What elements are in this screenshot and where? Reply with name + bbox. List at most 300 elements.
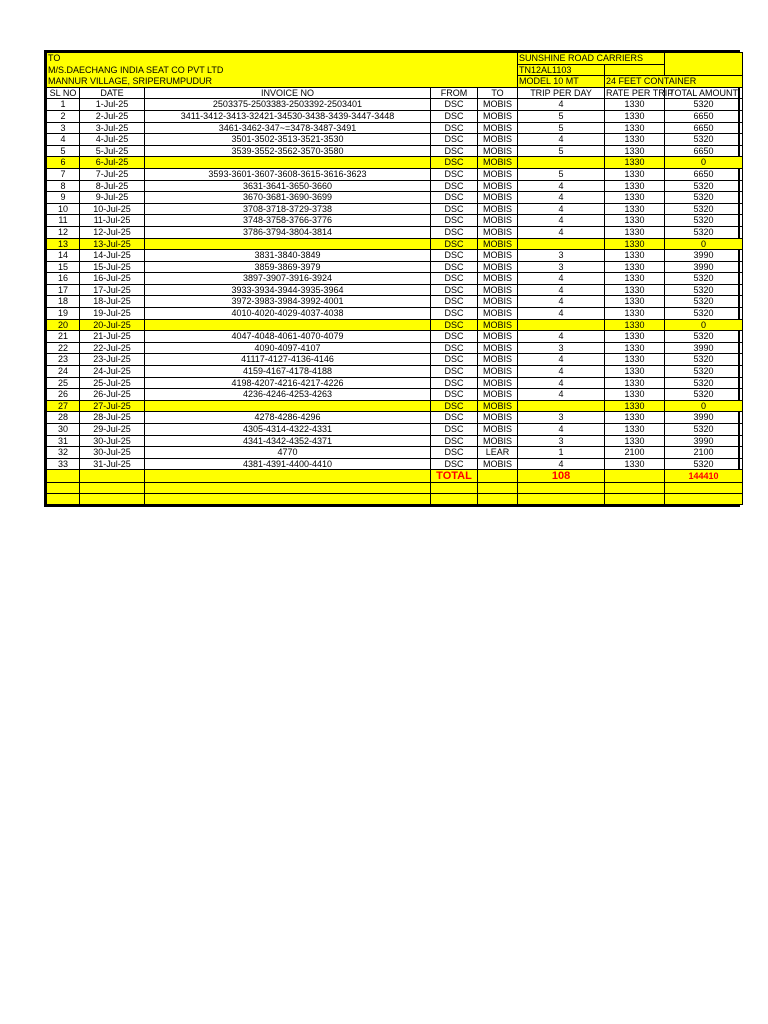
cell-invoice-no: 4341-4342-4352-4371 — [145, 435, 431, 447]
blank-cell — [145, 494, 431, 505]
cell-trip-per-day: 4 — [518, 273, 605, 285]
cell-date: 6-Jul-25 — [80, 157, 145, 169]
cell-invoice-no — [145, 238, 431, 250]
cell-sl-no: 26 — [47, 389, 80, 401]
cell-from: DSC — [431, 273, 478, 285]
table-row — [47, 99, 743, 111]
table-row — [47, 145, 743, 157]
cell-invoice-no: 4010-4020-4029-4037-4038 — [145, 308, 431, 320]
cell-total-amount: 3990 — [665, 250, 743, 262]
table-row — [47, 157, 743, 169]
cell-rate-per-trip: 1330 — [605, 192, 665, 204]
cell-sl-no: 14 — [47, 250, 80, 262]
table-row — [47, 435, 743, 447]
cell-invoice-no: 3631-3641-3650-3660 — [145, 180, 431, 192]
cell-trip-per-day: 4 — [518, 215, 605, 227]
table-row — [47, 296, 743, 308]
cell-rate-per-trip: 1330 — [605, 354, 665, 366]
cell-to: MOBIS — [478, 157, 518, 169]
cell-sl-no: 2 — [47, 110, 80, 122]
cell-invoice-no: 3539-3552-3562-3570-3580 — [145, 145, 431, 157]
cell-invoice-no: 4159-4167-4178-4188 — [145, 366, 431, 378]
cell-total-amount: 5320 — [665, 354, 743, 366]
cell-to: MOBIS — [478, 284, 518, 296]
cell-rate-per-trip: 1330 — [605, 296, 665, 308]
cell-sl-no: 21 — [47, 331, 80, 343]
cell-total-amount: 5320 — [665, 226, 743, 238]
cell-sl-no: 10 — [47, 203, 80, 215]
cell-trip-per-day — [518, 400, 605, 412]
cell-total-amount: 5320 — [665, 203, 743, 215]
col-from: FROM — [431, 87, 478, 99]
cell-trip-per-day: 5 — [518, 145, 605, 157]
blank-cell — [605, 494, 665, 505]
cell-from: DSC — [431, 203, 478, 215]
cell-to: MOBIS — [478, 192, 518, 204]
cell-invoice-no: 3786-3794-3804-3814 — [145, 226, 431, 238]
table-row — [47, 389, 743, 401]
vehicle-number: TN12AL1103 — [518, 64, 605, 76]
cell-sl-no: 5 — [47, 145, 80, 157]
cell-date: 30-Jul-25 — [80, 447, 145, 459]
cell-sl-no: 15 — [47, 261, 80, 273]
blank-cell — [80, 494, 145, 505]
cell-invoice-no: 3748-3758-3766-3776 — [145, 215, 431, 227]
cell-invoice-no: 2503375-2503383-2503392-2503401 — [145, 99, 431, 111]
cell-total-amount: 2100 — [665, 447, 743, 459]
cell-to: MOBIS — [478, 145, 518, 157]
cell-invoice-no: 3670-3681-3690-3699 — [145, 192, 431, 204]
cell-to: MOBIS — [478, 366, 518, 378]
blank-cell — [47, 483, 80, 494]
cell-sl-no: 31 — [47, 435, 80, 447]
total-empty-cell — [80, 470, 145, 483]
cell-trip-per-day: 4 — [518, 331, 605, 343]
table-row — [47, 354, 743, 366]
cell-trip-per-day: 4 — [518, 99, 605, 111]
blank-cell — [478, 494, 518, 505]
total-empty-cell — [47, 470, 80, 483]
cell-from: DSC — [431, 424, 478, 436]
cell-total-amount: 3990 — [665, 342, 743, 354]
cell-rate-per-trip: 1330 — [605, 412, 665, 424]
cell-from: DSC — [431, 192, 478, 204]
cell-from: DSC — [431, 331, 478, 343]
company-address: MANNUR VILLAGE, SRIPERUMPUDUR — [47, 76, 518, 88]
cell-to: MOBIS — [478, 99, 518, 111]
cell-sl-no: 16 — [47, 273, 80, 285]
cell-from: DSC — [431, 366, 478, 378]
cell-from: DSC — [431, 342, 478, 354]
table-row — [47, 238, 743, 250]
cell-rate-per-trip: 1330 — [605, 284, 665, 296]
cell-to: LEAR — [478, 447, 518, 459]
cell-rate-per-trip: 1330 — [605, 331, 665, 343]
table-row — [47, 400, 743, 412]
cell-total-amount: 3990 — [665, 261, 743, 273]
cell-to: MOBIS — [478, 435, 518, 447]
table-row — [47, 203, 743, 215]
cell-from: DSC — [431, 319, 478, 331]
cell-to: MOBIS — [478, 412, 518, 424]
cell-date: 10-Jul-25 — [80, 203, 145, 215]
table-row — [47, 366, 743, 378]
cell-total-amount: 6650 — [665, 110, 743, 122]
cell-date: 15-Jul-25 — [80, 261, 145, 273]
cell-sl-no: 33 — [47, 458, 80, 470]
cell-to: MOBIS — [478, 238, 518, 250]
col-rate-per-trip: RATE PER TRIP — [606, 87, 674, 98]
cell-rate-per-trip: 1330 — [605, 168, 665, 180]
cell-date: 5-Jul-25 — [80, 145, 145, 157]
cell-from: DSC — [431, 308, 478, 320]
cell-trip-per-day: 4 — [518, 424, 605, 436]
cell-total-amount: 5320 — [665, 331, 743, 343]
table-row — [47, 308, 743, 320]
vehicle-model: MODEL 10 MT — [518, 76, 605, 88]
cell-trip-per-day: 1 — [518, 447, 605, 459]
cell-date: 11-Jul-25 — [80, 215, 145, 227]
cell-trip-per-day — [518, 319, 605, 331]
cell-total-amount: 5320 — [665, 284, 743, 296]
cell-date: 3-Jul-25 — [80, 122, 145, 134]
cell-rate-per-trip: 1330 — [605, 458, 665, 470]
header-empty-cell — [665, 64, 743, 76]
table-row — [47, 134, 743, 146]
cell-trip-per-day: 4 — [518, 180, 605, 192]
cell-date: 4-Jul-25 — [80, 134, 145, 146]
cell-date: 29-Jul-25 — [80, 424, 145, 436]
cell-to: MOBIS — [478, 215, 518, 227]
cell-trip-per-day: 5 — [518, 168, 605, 180]
cell-from: DSC — [431, 99, 478, 111]
invoice-sheet — [44, 50, 740, 507]
cell-to: MOBIS — [478, 203, 518, 215]
cell-to: MOBIS — [478, 354, 518, 366]
cell-date: 17-Jul-25 — [80, 284, 145, 296]
cell-from: DSC — [431, 377, 478, 389]
cell-total-amount: 5320 — [665, 99, 743, 111]
cell-to: MOBIS — [478, 342, 518, 354]
cell-total-amount: 0 — [665, 400, 743, 412]
col-trip-per-day: TRIP PER DAY — [518, 87, 605, 99]
cell-total-amount: 5320 — [665, 180, 743, 192]
cell-sl-no: 18 — [47, 296, 80, 308]
cell-rate-per-trip: 1330 — [605, 377, 665, 389]
cell-sl-no: 27 — [47, 400, 80, 412]
cell-to: MOBIS — [478, 134, 518, 146]
cell-to: MOBIS — [478, 319, 518, 331]
table-row — [47, 122, 743, 134]
cell-from: DSC — [431, 180, 478, 192]
table-row — [47, 215, 743, 227]
cell-rate-per-trip: 1330 — [605, 215, 665, 227]
cell-invoice-no: 3831-3840-3849 — [145, 250, 431, 262]
cell-invoice-no: 41117-4127-4136-4146 — [145, 354, 431, 366]
cell-total-amount: 5320 — [665, 192, 743, 204]
cell-invoice-no: 4236-4246-4253-4263 — [145, 389, 431, 401]
cell-rate-per-trip: 1330 — [605, 319, 665, 331]
cell-date: 7-Jul-25 — [80, 168, 145, 180]
cell-trip-per-day: 4 — [518, 308, 605, 320]
total-amount: 144410 — [665, 470, 743, 483]
cell-to: MOBIS — [478, 250, 518, 262]
cell-date: 16-Jul-25 — [80, 273, 145, 285]
cell-rate-per-trip: 1330 — [605, 203, 665, 215]
cell-rate-per-trip: 1330 — [605, 400, 665, 412]
cell-to: MOBIS — [478, 296, 518, 308]
cell-sl-no: 32 — [47, 447, 80, 459]
total-trips: 108 — [518, 470, 605, 483]
cell-to: MOBIS — [478, 122, 518, 134]
table-row — [47, 250, 743, 262]
cell-invoice-no: 3593-3601-3607-3608-3615-3616-3623 — [145, 168, 431, 180]
table-row — [47, 261, 743, 273]
cell-rate-per-trip: 1330 — [605, 122, 665, 134]
cell-date: 28-Jul-25 — [80, 412, 145, 424]
cell-date: 13-Jul-25 — [80, 238, 145, 250]
cell-rate-per-trip: 1330 — [605, 110, 665, 122]
cell-to: MOBIS — [478, 226, 518, 238]
cell-from: DSC — [431, 400, 478, 412]
cell-sl-no: 3 — [47, 122, 80, 134]
cell-total-amount: 5320 — [665, 377, 743, 389]
carrier-name: SUNSHINE ROAD CARRIERS — [518, 53, 665, 65]
cell-date: 19-Jul-25 — [80, 308, 145, 320]
table-row — [47, 319, 743, 331]
cell-invoice-no: 4278-4286-4296 — [145, 412, 431, 424]
cell-trip-per-day: 3 — [518, 261, 605, 273]
cell-invoice-no: 3897-3907-3916-3924 — [145, 273, 431, 285]
cell-total-amount: 0 — [665, 238, 743, 250]
table-row — [47, 226, 743, 238]
cell-from: DSC — [431, 145, 478, 157]
cell-total-amount: 5320 — [665, 389, 743, 401]
cell-trip-per-day: 5 — [518, 110, 605, 122]
col-date: DATE — [80, 87, 145, 99]
header-empty-cell — [605, 64, 665, 76]
cell-date: 20-Jul-25 — [80, 319, 145, 331]
cell-rate-per-trip: 1330 — [605, 250, 665, 262]
cell-sl-no: 28 — [47, 412, 80, 424]
cell-date: 18-Jul-25 — [80, 296, 145, 308]
cell-total-amount: 0 — [665, 319, 743, 331]
cell-total-amount: 5320 — [665, 215, 743, 227]
cell-to: MOBIS — [478, 110, 518, 122]
cell-rate-per-trip: 1330 — [605, 226, 665, 238]
cell-from: DSC — [431, 354, 478, 366]
cell-invoice-no: 4047-4048-4061-4070-4079 — [145, 331, 431, 343]
cell-sl-no: 25 — [47, 377, 80, 389]
cell-from: DSC — [431, 122, 478, 134]
cell-rate-per-trip: 1330 — [605, 273, 665, 285]
cell-invoice-no: 3501-3502-3513-3521-3530 — [145, 134, 431, 146]
cell-total-amount: 6650 — [665, 145, 743, 157]
cell-trip-per-day: 4 — [518, 192, 605, 204]
header-empty-cell — [665, 53, 743, 65]
cell-sl-no: 12 — [47, 226, 80, 238]
blank-cell — [665, 483, 743, 494]
cell-date: 27-Jul-25 — [80, 400, 145, 412]
blank-row — [47, 483, 743, 494]
cell-trip-per-day: 5 — [518, 122, 605, 134]
cell-date: 14-Jul-25 — [80, 250, 145, 262]
cell-total-amount: 6650 — [665, 122, 743, 134]
cell-date: 1-Jul-25 — [80, 99, 145, 111]
table-row — [47, 447, 743, 459]
cell-from: DSC — [431, 226, 478, 238]
cell-trip-per-day: 4 — [518, 296, 605, 308]
cell-trip-per-day: 4 — [518, 458, 605, 470]
cell-to: MOBIS — [478, 331, 518, 343]
cell-invoice-no: 4381-4391-4400-4410 — [145, 458, 431, 470]
table-row — [47, 377, 743, 389]
cell-sl-no: 22 — [47, 342, 80, 354]
cell-sl-no: 19 — [47, 308, 80, 320]
cell-date: 9-Jul-25 — [80, 192, 145, 204]
cell-total-amount: 5320 — [665, 296, 743, 308]
blank-cell — [518, 483, 605, 494]
total-empty-cell — [145, 470, 431, 483]
cell-rate-per-trip: 1330 — [605, 342, 665, 354]
cell-invoice-no: 3933-3934-3944-3935-3964 — [145, 284, 431, 296]
cell-from: DSC — [431, 110, 478, 122]
cell-sl-no: 7 — [47, 168, 80, 180]
cell-sl-no: 30 — [47, 424, 80, 436]
table-row — [47, 284, 743, 296]
cell-invoice-no: 3708-3718-3729-3738 — [145, 203, 431, 215]
cell-sl-no: 4 — [47, 134, 80, 146]
cell-total-amount: 3990 — [665, 435, 743, 447]
table-row — [47, 331, 743, 343]
cell-total-amount: 5320 — [665, 458, 743, 470]
cell-date: 23-Jul-25 — [80, 354, 145, 366]
cell-sl-no: 8 — [47, 180, 80, 192]
cell-trip-per-day: 4 — [518, 389, 605, 401]
cell-invoice-no: 4305-4314-4322-4331 — [145, 424, 431, 436]
cell-rate-per-trip: 1330 — [605, 435, 665, 447]
table-row — [47, 458, 743, 470]
cell-invoice-no: 4090-4097-4107 — [145, 342, 431, 354]
cell-to: MOBIS — [478, 261, 518, 273]
cell-sl-no: 9 — [47, 192, 80, 204]
cell-rate-per-trip: 1330 — [605, 180, 665, 192]
cell-sl-no: 24 — [47, 366, 80, 378]
cell-to: MOBIS — [478, 180, 518, 192]
column-header-row — [47, 87, 743, 99]
cell-from: DSC — [431, 447, 478, 459]
cell-sl-no: 17 — [47, 284, 80, 296]
cell-rate-per-trip: 2100 — [605, 447, 665, 459]
blank-cell — [80, 483, 145, 494]
table-row — [47, 110, 743, 122]
cell-from: DSC — [431, 284, 478, 296]
table-row — [47, 273, 743, 285]
table-row — [47, 412, 743, 424]
cell-trip-per-day: 3 — [518, 342, 605, 354]
cell-trip-per-day: 4 — [518, 377, 605, 389]
cell-total-amount: 5320 — [665, 308, 743, 320]
cell-invoice-no: 4770 — [145, 447, 431, 459]
cell-to: MOBIS — [478, 273, 518, 285]
cell-date: 30-Jul-25 — [80, 435, 145, 447]
cell-rate-per-trip: 1330 — [605, 134, 665, 146]
cell-sl-no: 11 — [47, 215, 80, 227]
cell-from: DSC — [431, 261, 478, 273]
cell-to: MOBIS — [478, 308, 518, 320]
cell-date: 12-Jul-25 — [80, 226, 145, 238]
cell-total-amount: 3990 — [665, 412, 743, 424]
cell-from: DSC — [431, 215, 478, 227]
cell-sl-no: 1 — [47, 99, 80, 111]
cell-rate-per-trip: 1330 — [605, 157, 665, 169]
cell-from: DSC — [431, 296, 478, 308]
cell-sl-no: 13 — [47, 238, 80, 250]
table-row — [47, 342, 743, 354]
cell-sl-no: 23 — [47, 354, 80, 366]
cell-to: MOBIS — [478, 168, 518, 180]
cell-rate-per-trip: 1330 — [605, 366, 665, 378]
cell-total-amount: 6650 — [665, 168, 743, 180]
cell-trip-per-day: 3 — [518, 412, 605, 424]
cell-invoice-no — [145, 157, 431, 169]
cell-date: 8-Jul-25 — [80, 180, 145, 192]
cell-invoice-no: 3859-3869-3979 — [145, 261, 431, 273]
cell-from: DSC — [431, 168, 478, 180]
blank-row — [47, 494, 743, 505]
cell-trip-per-day: 4 — [518, 134, 605, 146]
cell-invoice-no — [145, 400, 431, 412]
cell-total-amount: 0 — [665, 157, 743, 169]
cell-date: 2-Jul-25 — [80, 110, 145, 122]
table-row — [47, 180, 743, 192]
cell-invoice-no — [145, 319, 431, 331]
cell-from: DSC — [431, 458, 478, 470]
cell-to: MOBIS — [478, 458, 518, 470]
total-empty-cell — [478, 470, 518, 483]
container-type: 24 FEET CONTAINER — [605, 76, 743, 88]
total-row — [47, 470, 743, 483]
cell-from: DSC — [431, 238, 478, 250]
col-invoice-no: INVOICE NO — [145, 87, 431, 99]
blank-cell — [605, 483, 665, 494]
table-row — [47, 424, 743, 436]
cell-invoice-no: 3411-3412-3413-32421-34530-3438-3439-3447-3448 — [145, 110, 431, 122]
col-sl-no: SL NO — [47, 87, 80, 99]
table-row — [47, 192, 743, 204]
cell-invoice-no: 3461-3462-347~=3478-3487-3491 — [145, 122, 431, 134]
cell-from: DSC — [431, 157, 478, 169]
cell-from: DSC — [431, 250, 478, 262]
blank-cell — [145, 483, 431, 494]
cell-trip-per-day: 4 — [518, 226, 605, 238]
cell-trip-per-day: 4 — [518, 366, 605, 378]
cell-trip-per-day: 3 — [518, 435, 605, 447]
cell-trip-per-day: 3 — [518, 250, 605, 262]
cell-trip-per-day — [518, 238, 605, 250]
cell-invoice-no: 3972-3983-3984-3992-4001 — [145, 296, 431, 308]
cell-to: MOBIS — [478, 400, 518, 412]
col-total-amount: TOTAL AMOUNT — [665, 87, 743, 99]
cell-date: 26-Jul-25 — [80, 389, 145, 401]
blank-cell — [431, 483, 478, 494]
invoice-table — [46, 52, 743, 505]
cell-total-amount: 5320 — [665, 273, 743, 285]
cell-trip-per-day: 4 — [518, 284, 605, 296]
cell-rate-per-trip: 1330 — [605, 145, 665, 157]
company-name: M/S.DAECHANG INDIA SEAT CO PVT LTD — [47, 64, 518, 76]
cell-trip-per-day: 4 — [518, 203, 605, 215]
